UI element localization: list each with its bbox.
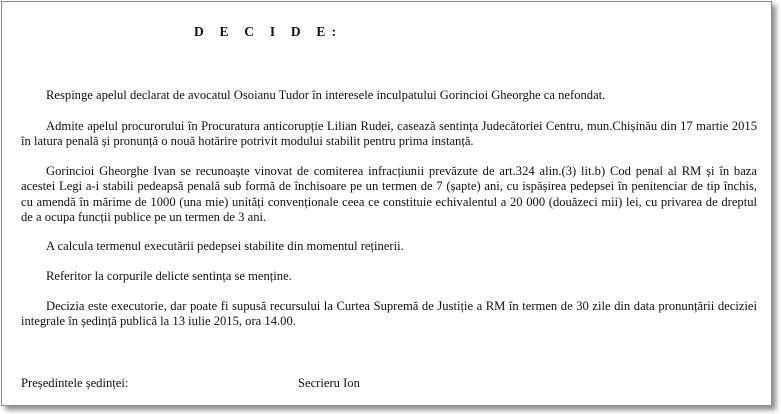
paragraph-prosecutor-appeal-admitted: Admite apelul procurorului în Procuratura anticorupție Lilian Rudei, casează sentința Judecătoriei Centru, mun.Chișinău din 17 martie 2015 în latura penală și pronunță o nouă hotărire potrivit modului stabilit pentru prima instanță. bbox=[21, 119, 757, 149]
signature-label: Președintele ședinței: bbox=[21, 376, 129, 390]
paragraph-sentence: Gorincioi Gheorghe Ivan se recunoaște vinovat de comiterea infracțiunii prevăzute de art.324 alin.(3) lit.b) Cod penal al RM și în baza acestei Legi a-i stabili pedeapsă penală sub formă de închisoare pe un termen de 7 (șapte) ani, cu ispășirea pedepsei în penitenciar de tip închis, cu amendă în mărime de 1000 (una mie) unități convenționale ceea ce constituie echivalentul a 20 000 (douăzeci mii) lei, cu privarea de dreptul de a ocupa funcții publice pe un termen de 3 ani. bbox=[21, 164, 757, 224]
paragraph-evidence: Referitor la corpurile delicte sentința se menține. bbox=[46, 269, 292, 283]
paragraph-enforceability: Decizia este executorie, dar poate fi supusă recursului la Curtea Supremă de Justiție a RM în termen de 30 zile din data pronunțării deciziei integrale în ședință publică la 13 iulie 2015, ora 14.00. bbox=[21, 299, 757, 329]
paragraph-appeal-rejected: Respinge apelul declarat de avocatul Osoianu Tudor în interesele inculpatului Gorincioi Gheorghe ca nefondat. bbox=[46, 88, 606, 102]
signature-name: Secrieru Ion bbox=[298, 376, 360, 390]
paragraph-term-calculation: A calcula termenul executării pedepsei stabilite din momentul reținerii. bbox=[46, 239, 404, 253]
document-heading: D E C I D E: bbox=[194, 24, 343, 39]
